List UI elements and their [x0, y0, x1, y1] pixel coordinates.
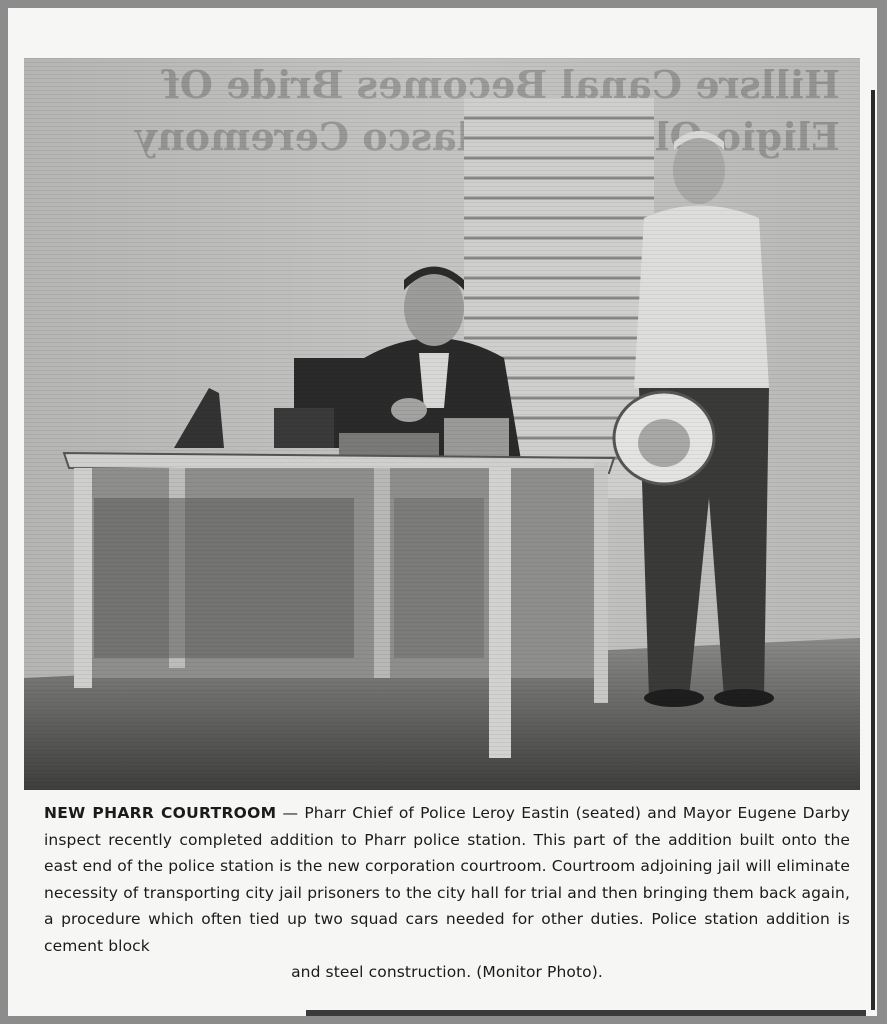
- photo-illustration: [24, 58, 860, 790]
- photo-caption: [44, 800, 850, 1005]
- caption-headline: NEW PHARR COURTROOM: [44, 804, 277, 822]
- column-rule: [871, 90, 875, 1010]
- caption-last-line: and steel construction. (Monitor Photo).: [291, 963, 603, 981]
- news-photo: [24, 58, 860, 790]
- caption-body: Pharr Chief of Police Leroy Eastin (seated) and Mayor Eugene Darby inspect recently completed addition to Pharr police station. This part of the addition built onto the east end of the police station is the new corporation courtroom. Courtroom adjoining jail will eliminate necessity of transporting city jail prisoners to the city hall for trial and then bringing them back again, a procedure which often tied up two squad cars needed for other duties. Police station addition is cement block: [44, 804, 850, 955]
- caption-separator: —: [276, 804, 305, 822]
- bottom-rule: [306, 1010, 866, 1016]
